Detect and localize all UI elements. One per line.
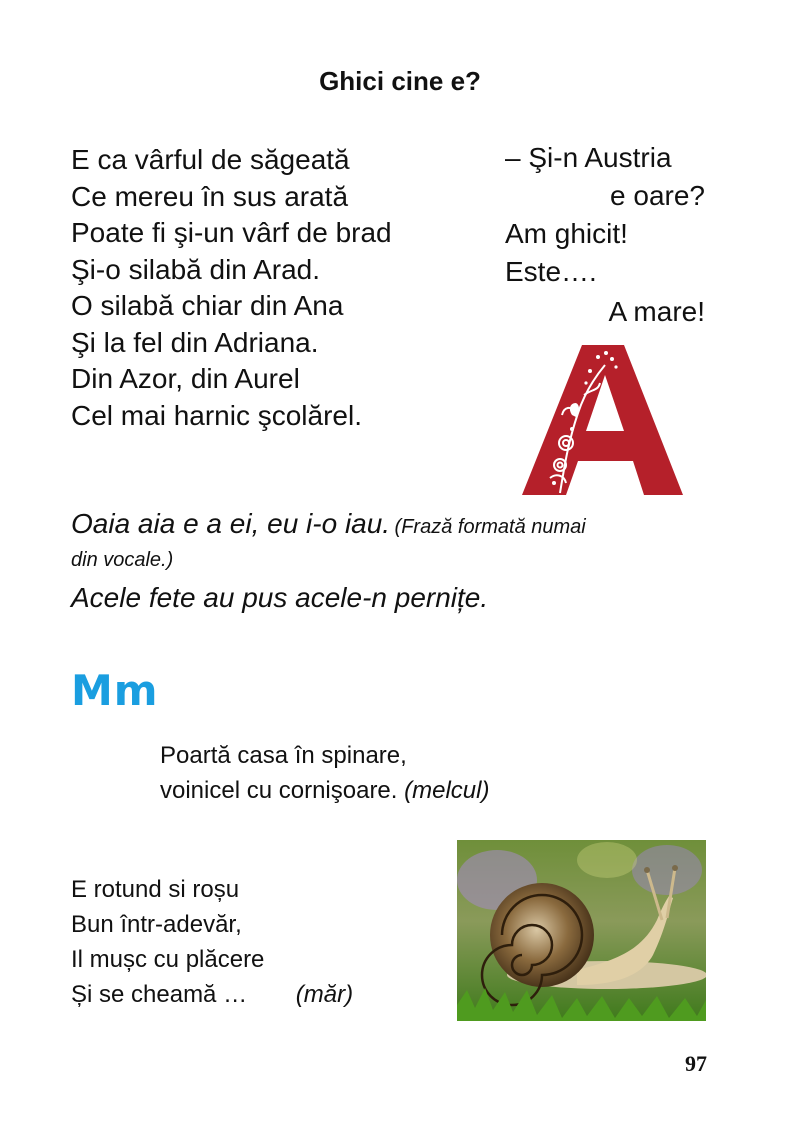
poem-line: Poate fi şi-un vârf de brad — [71, 217, 392, 248]
poem-line: Ce mereu în sus arată — [71, 180, 349, 212]
riddle-answer: (melcul) — [404, 777, 490, 804]
riddle-line — [71, 977, 353, 1012]
section-heading: Mm — [71, 666, 159, 715]
phrase-pernite: Acele fete au pus acele-n pernițe. — [71, 582, 489, 613]
letter-a-image — [520, 343, 685, 495]
poem-line: Am ghicit! — [505, 218, 628, 249]
poem-line: E ca vârful de săgeată — [71, 144, 350, 175]
poem-left — [71, 142, 392, 434]
riddle-line: Bun într-adevăr, — [71, 911, 242, 938]
riddle-line — [160, 773, 489, 808]
riddle-line-text: Și se cheamă … — [71, 981, 248, 1008]
poem-line: Din Azor, din Aurel — [71, 363, 300, 394]
poem-line: Este…. — [505, 256, 597, 287]
riddle-line: Il mușc cu plăcere — [71, 946, 265, 973]
snail-photo — [457, 840, 706, 1021]
poem-line: O silabă chiar din Ana — [71, 290, 344, 321]
phrase-note-continued: din vocale.) — [71, 549, 174, 571]
poem-line: Cel mai harnic şcolărel. — [71, 399, 362, 431]
page-title: Ghici cine e? — [319, 66, 481, 96]
riddle-snail — [160, 738, 489, 808]
phrase-vowels — [71, 508, 751, 540]
poem-line: A mare! — [608, 296, 705, 327]
riddle-answer: (măr) — [295, 981, 354, 1008]
riddle-line: E rotund si roșu — [71, 876, 240, 903]
page-number: 97 — [685, 1051, 707, 1076]
riddle-line: Poartă casa în spinare, — [160, 742, 407, 769]
phrase-note: (Frază formată numai — [394, 516, 586, 538]
poem-line: Şi la fel din Adriana. — [71, 326, 319, 358]
phrase-main: Oaia aia e a ei, eu i-o iau. — [71, 508, 391, 539]
poem-line: – Şi-n Austria — [505, 142, 672, 173]
riddle-apple — [71, 872, 353, 1012]
riddle-line-text: voinicel cu cornişoare. — [160, 777, 398, 804]
poem-line: Şi-o silabă din Arad. — [71, 253, 321, 285]
poem-line: e oare? — [610, 180, 705, 211]
